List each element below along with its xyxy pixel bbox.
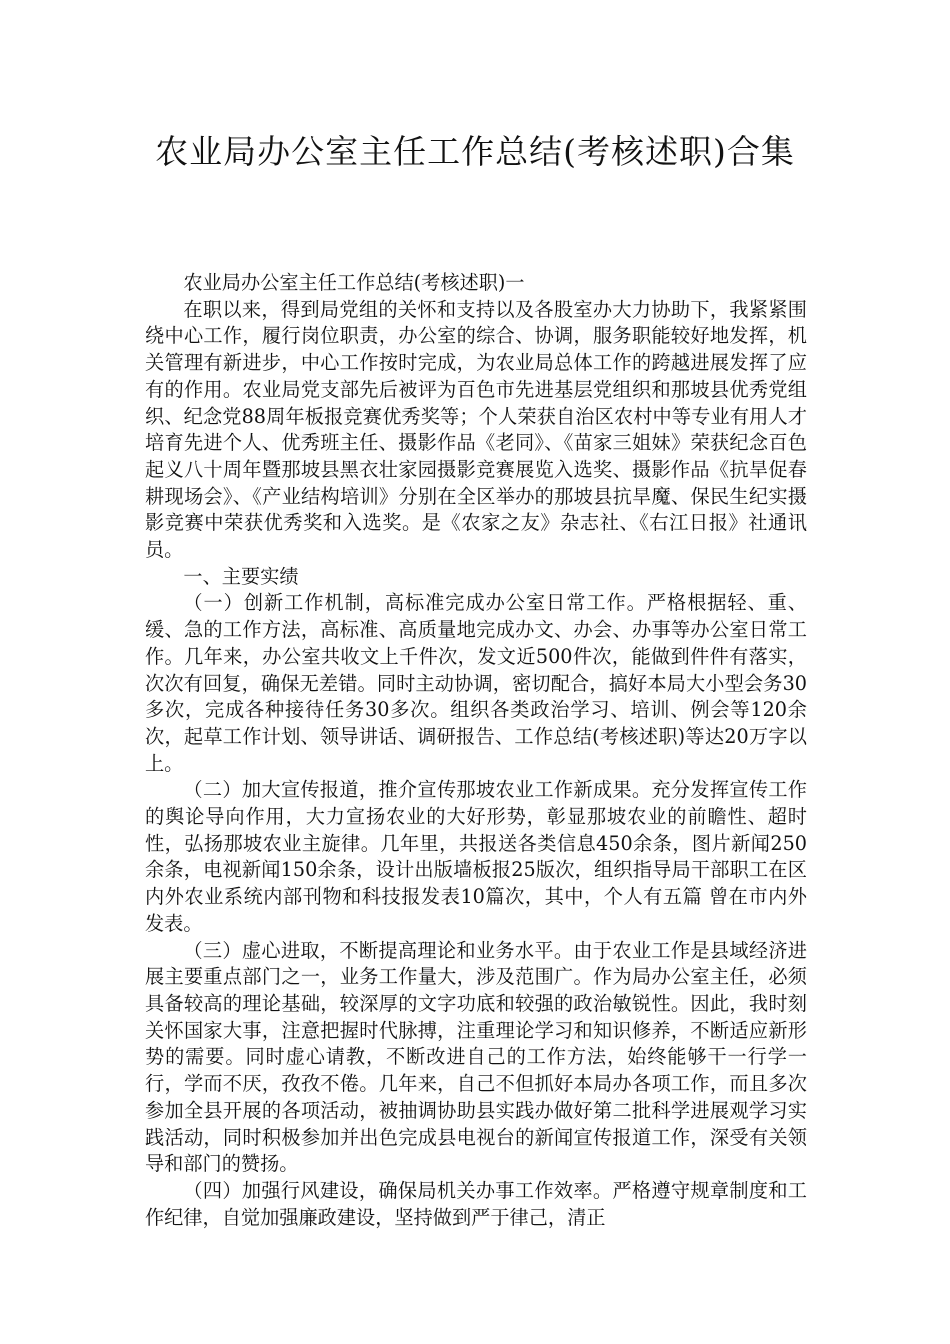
paragraph-item-3: （三）虚心进取，不断提高理论和业务水平。由于农业工作是县域经济进展主要重点部门之一，业务工作量大，涉及范围广。作为局办公室主任，必须具备较高的理论基础，较深厚的文字功底和较强的政治敏锐性。因此，我时刻关怀国家大事，注意把握时代脉搏，注重理论学习和知识修养，不断适应新形势的需要。同时虚心请教，不断改进自己的工作方法，始终能够干一行学一行，学而不厌，孜孜不倦。几年来，自己不但抓好本局办各项工作，而且多次参加全县开展的各项活动，被抽调协助县实践办做好第二批科学进展观学习实践活动，同时积极参加并出色完成县电视台的新闻宣传报道工作，深受有关领导和部门的赞扬。 xyxy=(145,938,807,1176)
document-title: 农业局办公室主任工作总结(考核述职)合集 xyxy=(155,132,795,171)
section-heading: 农业局办公室主任工作总结(考核述职)一 xyxy=(183,271,525,294)
paragraph-item-2: （二）加大宣传报道，推介宣传那坡农业工作新成果。充分发挥宣传工作的舆论导向作用，大力宣扬农业的大好形势，彰显那坡农业的前瞻性、超时性，弘扬那坡农业主旋律。几年里，共报送各类信息450余条，图片新闻250余条，电视新闻150余条，设计出版墙板报25版次，组织指导局干部职工在区内外农业系统内部刊物和科技报发表10篇次，其中，个人有五篇 曾在市内外发表。 xyxy=(145,778,807,935)
section-heading-achievements: 一、主要实绩 xyxy=(183,564,299,588)
paragraph-intro: 在职以来，得到局党组的关怀和支持以及各股室办大力协助下，我紧紧围绕中心工作，履行岗位职责，办公室的综合、协调，服务职能较好地发挥，机关管理有新进步，中心工作按时完成，为农业局总体工作的跨越进展发挥了应有的作用。农业局党支部先后被评为百色市先进基层党组织和那坡县优秀党组织、纪念党88周年板报竞赛优秀奖等；个人荣获自治区农村中等专业有用人才培育先进个人、优秀班主任、摄影作品《老同》、《苗家三姐妹》荣获纪念百色起义八十周年暨那坡县黑衣壮家园摄影竞赛展览入选奖、摄影作品《抗旱促春耕现场会》、《产业结构培训》分别在全区举办的那坡县抗旱魔、保民生纪实摄影竞赛中荣获优秀奖和入选奖。是《农家之友》杂志社、《右江日报》社通讯员。 xyxy=(145,297,807,562)
paragraph-item-1: （一）创新工作机制，高标准完成办公室日常工作。严格根据轻、重、缓、急的工作方法，高标准、高质量地完成办文、办会、办事等办公室日常工作。几年来，办公室共收文上千件次，发文近500件次，能做到件件有落实，次次有回复，确保无差错。同时主动协调，密切配合，搞好本局大小型会务30多次，完成各种接待任务30多次。组织各类政治学习、培训、例会等120余次，起草工作计划、领导讲话、调研报告、工作总结(考核述职)等达20万字以上。 xyxy=(145,591,807,775)
paragraph-item-4: （四）加强行风建设，确保局机关办事工作效率。严格遵守规章制度和工作纪律，自觉加强廉政建设，坚持做到严于律己，清正 xyxy=(145,1178,807,1229)
document-body xyxy=(145,270,807,1231)
